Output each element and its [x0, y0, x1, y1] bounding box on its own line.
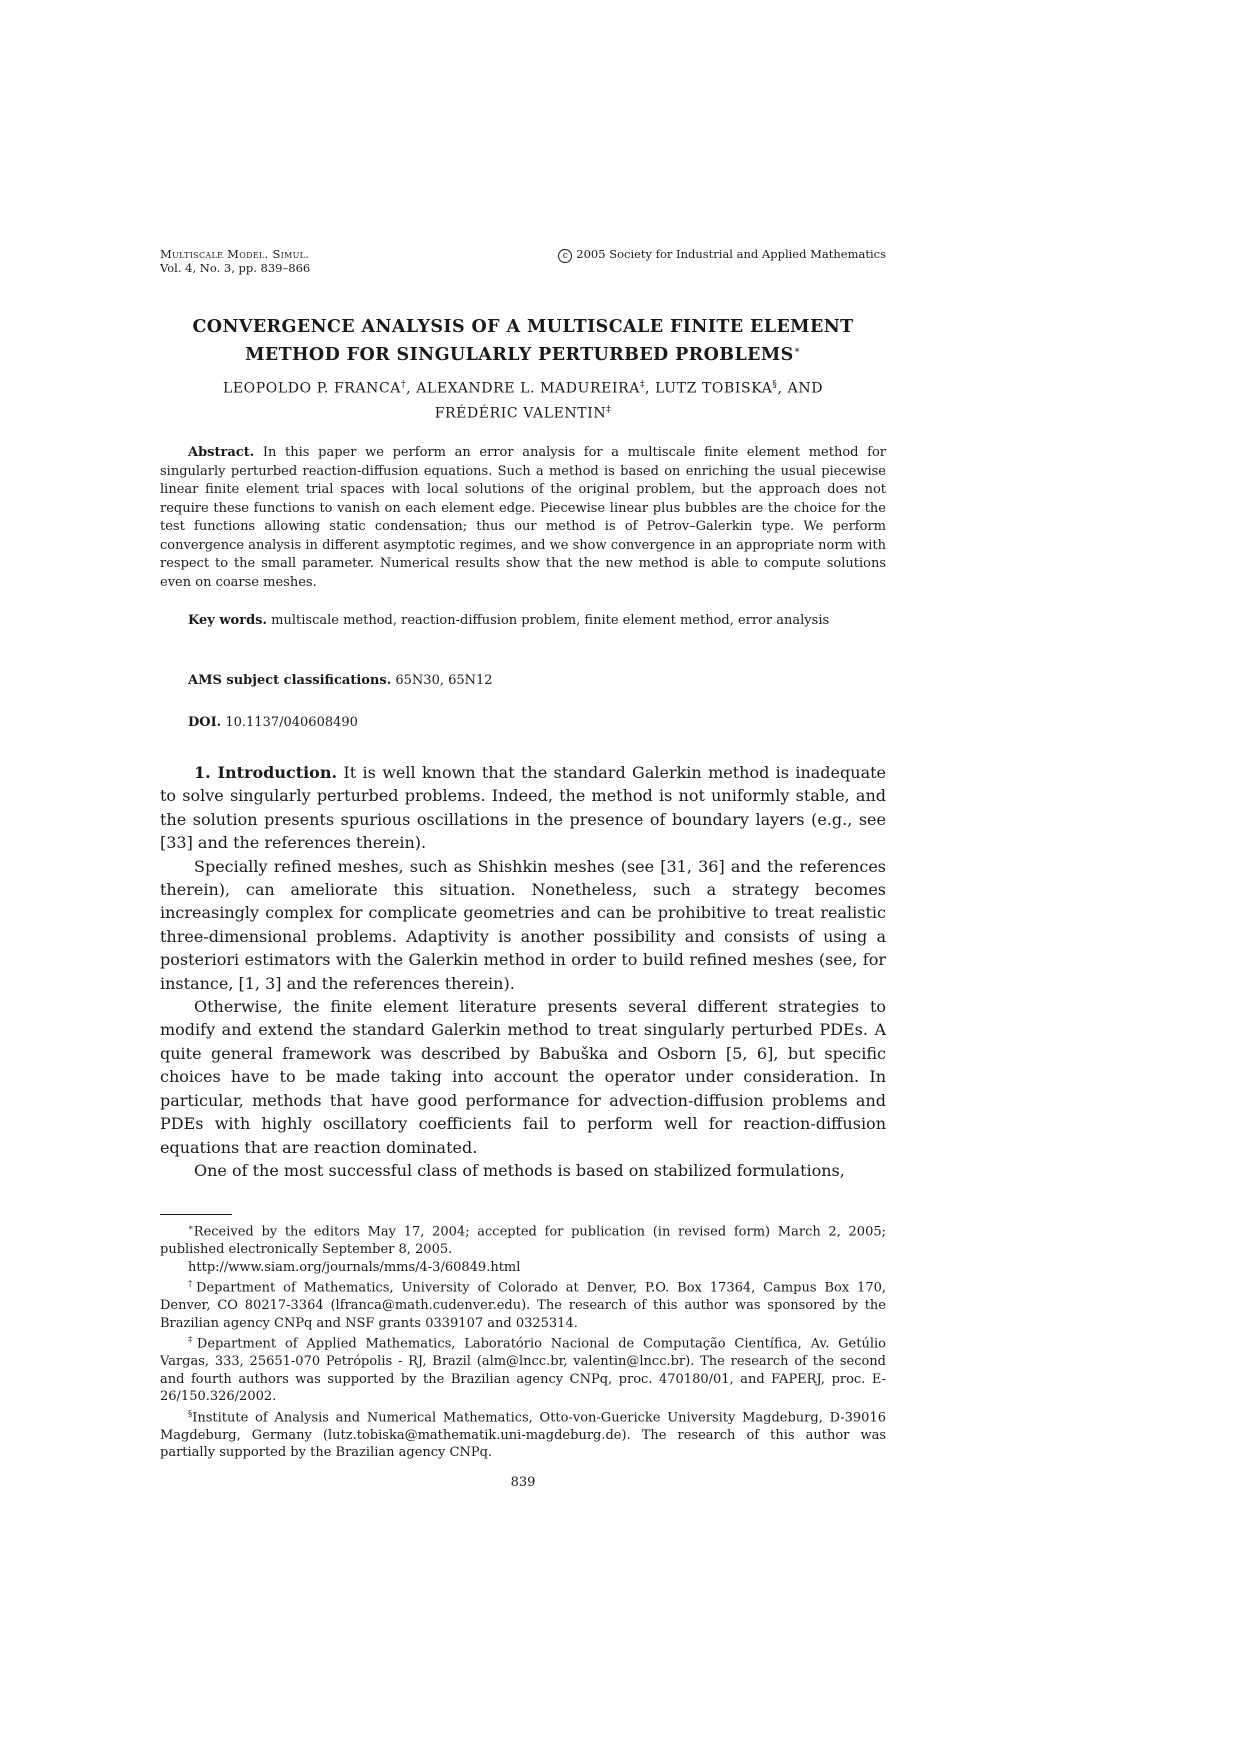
footnote-received [160, 1220, 886, 1259]
journal-info [160, 247, 310, 275]
volume-info: Vol. 4, No. 3, pp. 839–866 [160, 261, 311, 275]
footnotes [160, 1220, 886, 1462]
footnote-lncc [160, 1332, 886, 1406]
footnote-franca [160, 1276, 886, 1332]
footnote-text: Received by the editors May 17, 2004; accepted for publication (in revised form) March 2, 2005; published electronically September 8, 2005. [160, 1224, 886, 1257]
footnote-link[interactable]: http://www.siam.org/journals/mms/4-3/60849.html [188, 1259, 521, 1275]
author-line-1 [160, 375, 886, 400]
paragraph-text: It is well known that the standard Galerkin method is inadequate to solve singularly perturbed problems. Indeed, the method is not uniformly stable, and the solution presents spurious oscillations in the presence of boundary layers (e.g., see [33] and the references therein). [160, 763, 887, 853]
paragraph: Otherwise, the finite element literature presents several different strategies to modify and extend the standard Galerkin method to treat singularly perturbed PDEs. A quite general framework was described by Babuška and Osborn [5, 6], but specific choices have to be made taking into account the operator under consideration. In particular, methods that have good performance for advection-diffusion problems and PDEs with highly oscillatory coefficients fail to perform well for reaction-diffusion equations that are reaction dominated. [160, 997, 886, 1157]
paragraph [160, 761, 886, 855]
footnote-mark: † [188, 1279, 197, 1290]
keywords [160, 612, 886, 631]
page-number: 839 [510, 1475, 536, 1490]
keywords-label: Key words. [188, 613, 268, 628]
author-separator: , AND [777, 380, 824, 397]
footnote-mark: ‡ [188, 1335, 197, 1346]
doi-text: 10.1137/040608490 [225, 715, 358, 730]
ams-label: AMS subject classifications. [188, 673, 392, 688]
doi [160, 714, 886, 733]
ams-classification [160, 672, 886, 691]
title-footnote-mark: ∗ [793, 345, 801, 356]
author-madureira: , ALEXANDRE L. MADUREIRA [406, 380, 640, 397]
title-line-2-text: METHOD FOR SINGULARLY PERTURBED PROBLEMS [245, 344, 794, 365]
copyright-text: 2005 Society for Industrial and Applied Mathematics [576, 247, 886, 261]
doi-label: DOI. [188, 715, 222, 730]
author-mark: † [401, 380, 407, 390]
author-mark: ‡ [606, 404, 612, 415]
footnote-tobiska [160, 1406, 886, 1462]
abstract [160, 444, 886, 592]
author-tobiska: , LUTZ TOBISKA [645, 380, 773, 397]
section-heading: 1. Introduction. [194, 763, 338, 782]
footnote-mark: ∗ [188, 1223, 194, 1233]
footnote-text: Department of Applied Mathematics, Laboratório Nacional de Computação Científica, Av. Getúlio Vargas, 333, 25651-070 Petrópolis - RJ, Brazil (alm@lncc.br, valentin@lncc.br). The research of the second and fourth authors was supported by the Brazilian agency CNPq, proc. 470180/01, and FAPERJ, proc. E-26/150.326/2002. [160, 1336, 886, 1405]
title-line-2 [160, 339, 886, 367]
footnote-rule [160, 1214, 232, 1215]
keywords-text: multiscale method, reaction-diffusion problem, finite element method, error analysis [271, 613, 830, 628]
author-line-2 [160, 400, 886, 425]
paper-title [160, 316, 886, 367]
author-valentin: FRÉDÉRIC VALENTIN [434, 405, 607, 422]
footnote-url[interactable] [160, 1259, 886, 1277]
author-mark: § [772, 380, 778, 390]
ams-text: 65N30, 65N12 [395, 673, 493, 688]
author-list [160, 375, 886, 424]
copyright-icon: c [558, 249, 572, 263]
title-line-1: CONVERGENCE ANALYSIS OF A MULTISCALE FINITE ELEMENT [192, 317, 854, 337]
abstract-label: Abstract. [188, 445, 255, 460]
copyright-line [558, 247, 886, 263]
author-franca: LEOPOLDO P. FRANCA [222, 380, 402, 397]
journal-name: Multiscale Model. Simul. [160, 247, 310, 261]
paragraph: Specially refined meshes, such as Shishkin meshes (see [31, 36] and the references therein), can ameliorate this situation. Nonetheless, such a strategy becomes increasingly complex for complicate geometries and can be prohibitive to treat realistic three-dimensional problems. Adaptivity is another possibility and consists of using a posteriori estimators with the Galerkin method in order to build refined meshes (see, for instance, [1, 3] and the references therein). [160, 856, 886, 993]
section-introduction [160, 761, 886, 1182]
paragraph: One of the most successful class of methods is based on stabilized formulations, [194, 1160, 845, 1180]
footnote-text: Department of Mathematics, University of Colorado at Denver, P.O. Box 17364, Campus Box 170, Denver, CO 80217-3364 (lfranca@math.cudenver.edu). The research of this author was sponsored by the Brazilian agency CNPq and NSF grants 0339107 and 0325314. [160, 1280, 886, 1331]
abstract-text: In this paper we perform an error analysis for a multiscale finite element method for singularly perturbed reaction-diffusion equations. Such a method is based on enriching the usual piecewise linear finite element trial spaces with local solutions of the original problem, but the approach does not require these functions to vanish on each element edge. Piecewise linear plus bubbles are the choice for the test functions allowing static condensation; thus our method is of Petrov–Galerkin type. We perform convergence analysis in different asymptotic regimes, and we show convergence in an appropriate norm with respect to the small parameter. Numerical results show that the new method is able to compute solutions even on coarse meshes. [160, 445, 887, 590]
footnote-text: Institute of Analysis and Numerical Mathematics, Otto-von-Guericke University Magdeburg, D-39016 Magdeburg, Germany (lutz.tobiska@mathematik.uni-magdeburg.de). The research of this author was partially supported by the Brazilian agency CNPq. [160, 1410, 886, 1461]
author-mark: ‡ [639, 380, 646, 390]
footnote-mark: § [188, 1408, 193, 1419]
